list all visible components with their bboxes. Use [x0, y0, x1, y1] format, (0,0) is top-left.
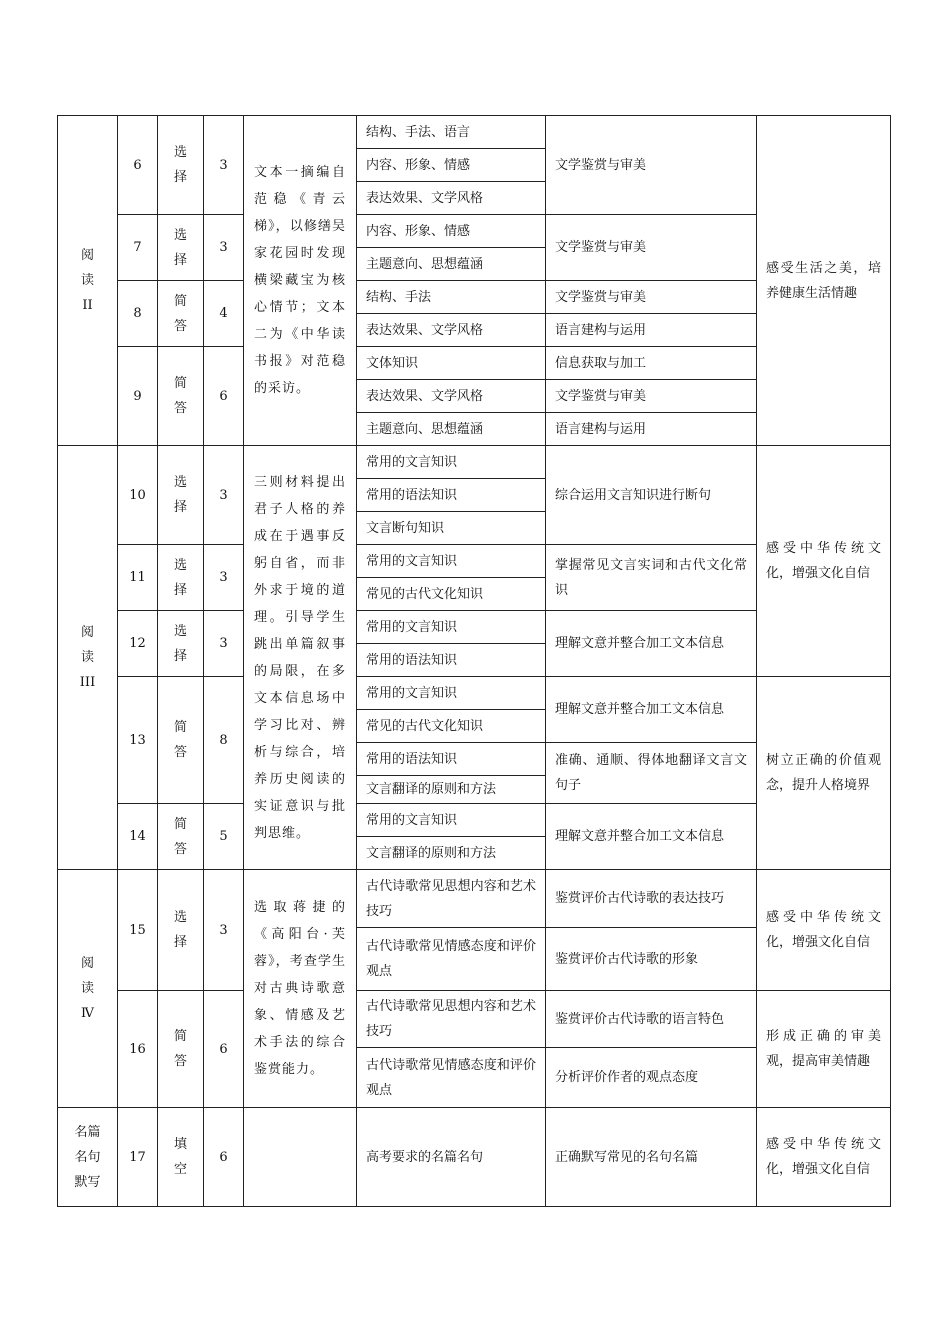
literacy-goal: 感受中华传统文化，增强文化自信: [757, 446, 891, 677]
question-type: 简 答: [158, 804, 204, 870]
literacy-goal: 感受生活之美，培养健康生活情趣: [757, 116, 891, 446]
ability-requirement: 文学鉴赏与审美: [546, 116, 757, 215]
knowledge-point: 表达效果、文学风格: [357, 380, 546, 413]
question-number: 6: [118, 116, 158, 215]
question-number: 15: [118, 870, 158, 991]
question-score: 3: [204, 116, 244, 215]
knowledge-point: 结构、手法: [357, 281, 546, 314]
material-description: 文本一摘编自范稳《青云梯》，以修缮吴家花园时发现横梁藏宝为核心情节；文本二为《中华读书报》对范稳的采访。: [244, 116, 357, 446]
knowledge-point: 文言断句知识: [357, 512, 546, 545]
question-number: 17: [118, 1108, 158, 1207]
knowledge-point: 文言翻译的原则和方法: [357, 837, 546, 870]
literacy-goal: 感受中华传统文化，增强文化自信: [757, 870, 891, 991]
question-score: 4: [204, 281, 244, 347]
question-type: 简 答: [158, 677, 204, 804]
question-type: 选 择: [158, 446, 204, 545]
knowledge-point: 常用的语法知识: [357, 479, 546, 512]
ability-requirement: 鉴赏评价古代诗歌的形象: [546, 928, 757, 991]
question-type: 选 择: [158, 545, 204, 611]
question-score: 8: [204, 677, 244, 804]
ability-requirement: 信息获取与加工: [546, 347, 757, 380]
literacy-goal: 树立正确的价值观念，提升人格境界: [757, 677, 891, 870]
question-score: 3: [204, 545, 244, 611]
knowledge-point: 古代诗歌常见思想内容和艺术技巧: [357, 870, 546, 928]
question-number: 8: [118, 281, 158, 347]
ability-requirement: 准确、通顺、得体地翻译文言文句子: [546, 743, 757, 804]
material-description: [244, 1108, 357, 1207]
literacy-goal: 形成正确的审美观，提高审美情趣: [757, 991, 891, 1108]
ability-requirement: 正确默写常见的名句名篇: [546, 1108, 757, 1207]
ability-requirement: 语言建构与运用: [546, 314, 757, 347]
ability-requirement: 文学鉴赏与审美: [546, 380, 757, 413]
knowledge-point: 常用的文言知识: [357, 677, 546, 710]
question-type: 选 择: [158, 215, 204, 281]
knowledge-point: 古代诗歌常见情感态度和评价观点: [357, 1048, 546, 1108]
question-number: 10: [118, 446, 158, 545]
knowledge-point: 文体知识: [357, 347, 546, 380]
question-number: 7: [118, 215, 158, 281]
exam-spec-table: [57, 115, 891, 1207]
question-number: 13: [118, 677, 158, 804]
question-number: 14: [118, 804, 158, 870]
knowledge-point: 高考要求的名篇名句: [357, 1108, 546, 1207]
question-number: 16: [118, 991, 158, 1108]
knowledge-point: 常用的文言知识: [357, 446, 546, 479]
section-label: 阅读 Ⅳ: [80, 956, 94, 1021]
section-label: 阅读 II: [80, 248, 94, 313]
knowledge-point: 常用的文言知识: [357, 545, 546, 578]
knowledge-point: 常见的古代文化知识: [357, 578, 546, 611]
section-cell: [58, 870, 118, 1108]
ability-requirement: 鉴赏评价古代诗歌的语言特色: [546, 991, 757, 1048]
question-score: 3: [204, 870, 244, 991]
ability-requirement: 理解文意并整合加工文本信息: [546, 804, 757, 870]
ability-requirement: 综合运用文言知识进行断句: [546, 446, 757, 545]
question-score: 3: [204, 446, 244, 545]
question-type: 简 答: [158, 991, 204, 1108]
ability-requirement: 掌握常见文言实词和古代文化常识: [546, 545, 757, 611]
question-score: 6: [204, 991, 244, 1108]
knowledge-point: 常见的古代文化知识: [357, 710, 546, 743]
knowledge-point: 常用的语法知识: [357, 644, 546, 677]
knowledge-point: 内容、形象、情感: [357, 149, 546, 182]
knowledge-point: 文言翻译的原则和方法: [357, 776, 546, 804]
section-cell: [58, 446, 118, 870]
ability-requirement: 理解文意并整合加工文本信息: [546, 677, 757, 743]
question-number: 12: [118, 611, 158, 677]
question-score: 3: [204, 215, 244, 281]
knowledge-point: 常用的语法知识: [357, 743, 546, 776]
knowledge-point: 结构、手法、语言: [357, 116, 546, 149]
knowledge-point: 表达效果、文学风格: [357, 182, 546, 215]
knowledge-point: 内容、形象、情感: [357, 215, 546, 248]
question-score: 6: [204, 1108, 244, 1207]
question-type: 选 择: [158, 611, 204, 677]
question-type: 填 空: [158, 1108, 204, 1207]
material-description: 三则材料提出君子人格的养成在于遇事反躬自省，而非外求于境的道理。引导学生跳出单篇叙事的局限，在多文本信息场中学习比对、辨析与综合，培养历史阅读的实证意识与批判思维。: [244, 446, 357, 870]
knowledge-point: 古代诗歌常见情感态度和评价观点: [357, 928, 546, 991]
ability-requirement: 文学鉴赏与审美: [546, 215, 757, 281]
literacy-goal: 感受中华传统文化，增强文化自信: [757, 1108, 891, 1207]
question-type: 简 答: [158, 281, 204, 347]
question-number: 11: [118, 545, 158, 611]
question-score: 5: [204, 804, 244, 870]
ability-requirement: 分析评价作者的观点态度: [546, 1048, 757, 1108]
question-type: 选 择: [158, 870, 204, 991]
ability-requirement: 理解文意并整合加工文本信息: [546, 611, 757, 677]
question-type: 简 答: [158, 347, 204, 446]
ability-requirement: 鉴赏评价古代诗歌的表达技巧: [546, 870, 757, 928]
knowledge-point: 表达效果、文学风格: [357, 314, 546, 347]
section-cell: [58, 116, 118, 446]
ability-requirement: 语言建构与运用: [546, 413, 757, 446]
question-type: 选 择: [158, 116, 204, 215]
question-score: 6: [204, 347, 244, 446]
knowledge-point: 主题意向、思想蕴涵: [357, 413, 546, 446]
material-description: 选取蒋捷的《高阳台·芙蓉》，考查学生对古典诗歌意象、情感及艺术手法的综合鉴赏能力。: [244, 870, 357, 1108]
section-cell: [58, 1108, 118, 1207]
knowledge-point: 主题意向、思想蕴涵: [357, 248, 546, 281]
section-label: 阅读 III: [79, 625, 96, 690]
section-label: 名篇 名句 默写: [74, 1124, 101, 1190]
question-number: 9: [118, 347, 158, 446]
ability-requirement: 文学鉴赏与审美: [546, 281, 757, 314]
knowledge-point: 常用的文言知识: [357, 804, 546, 837]
knowledge-point: 常用的文言知识: [357, 611, 546, 644]
knowledge-point: 古代诗歌常见思想内容和艺术技巧: [357, 991, 546, 1048]
question-score: 3: [204, 611, 244, 677]
